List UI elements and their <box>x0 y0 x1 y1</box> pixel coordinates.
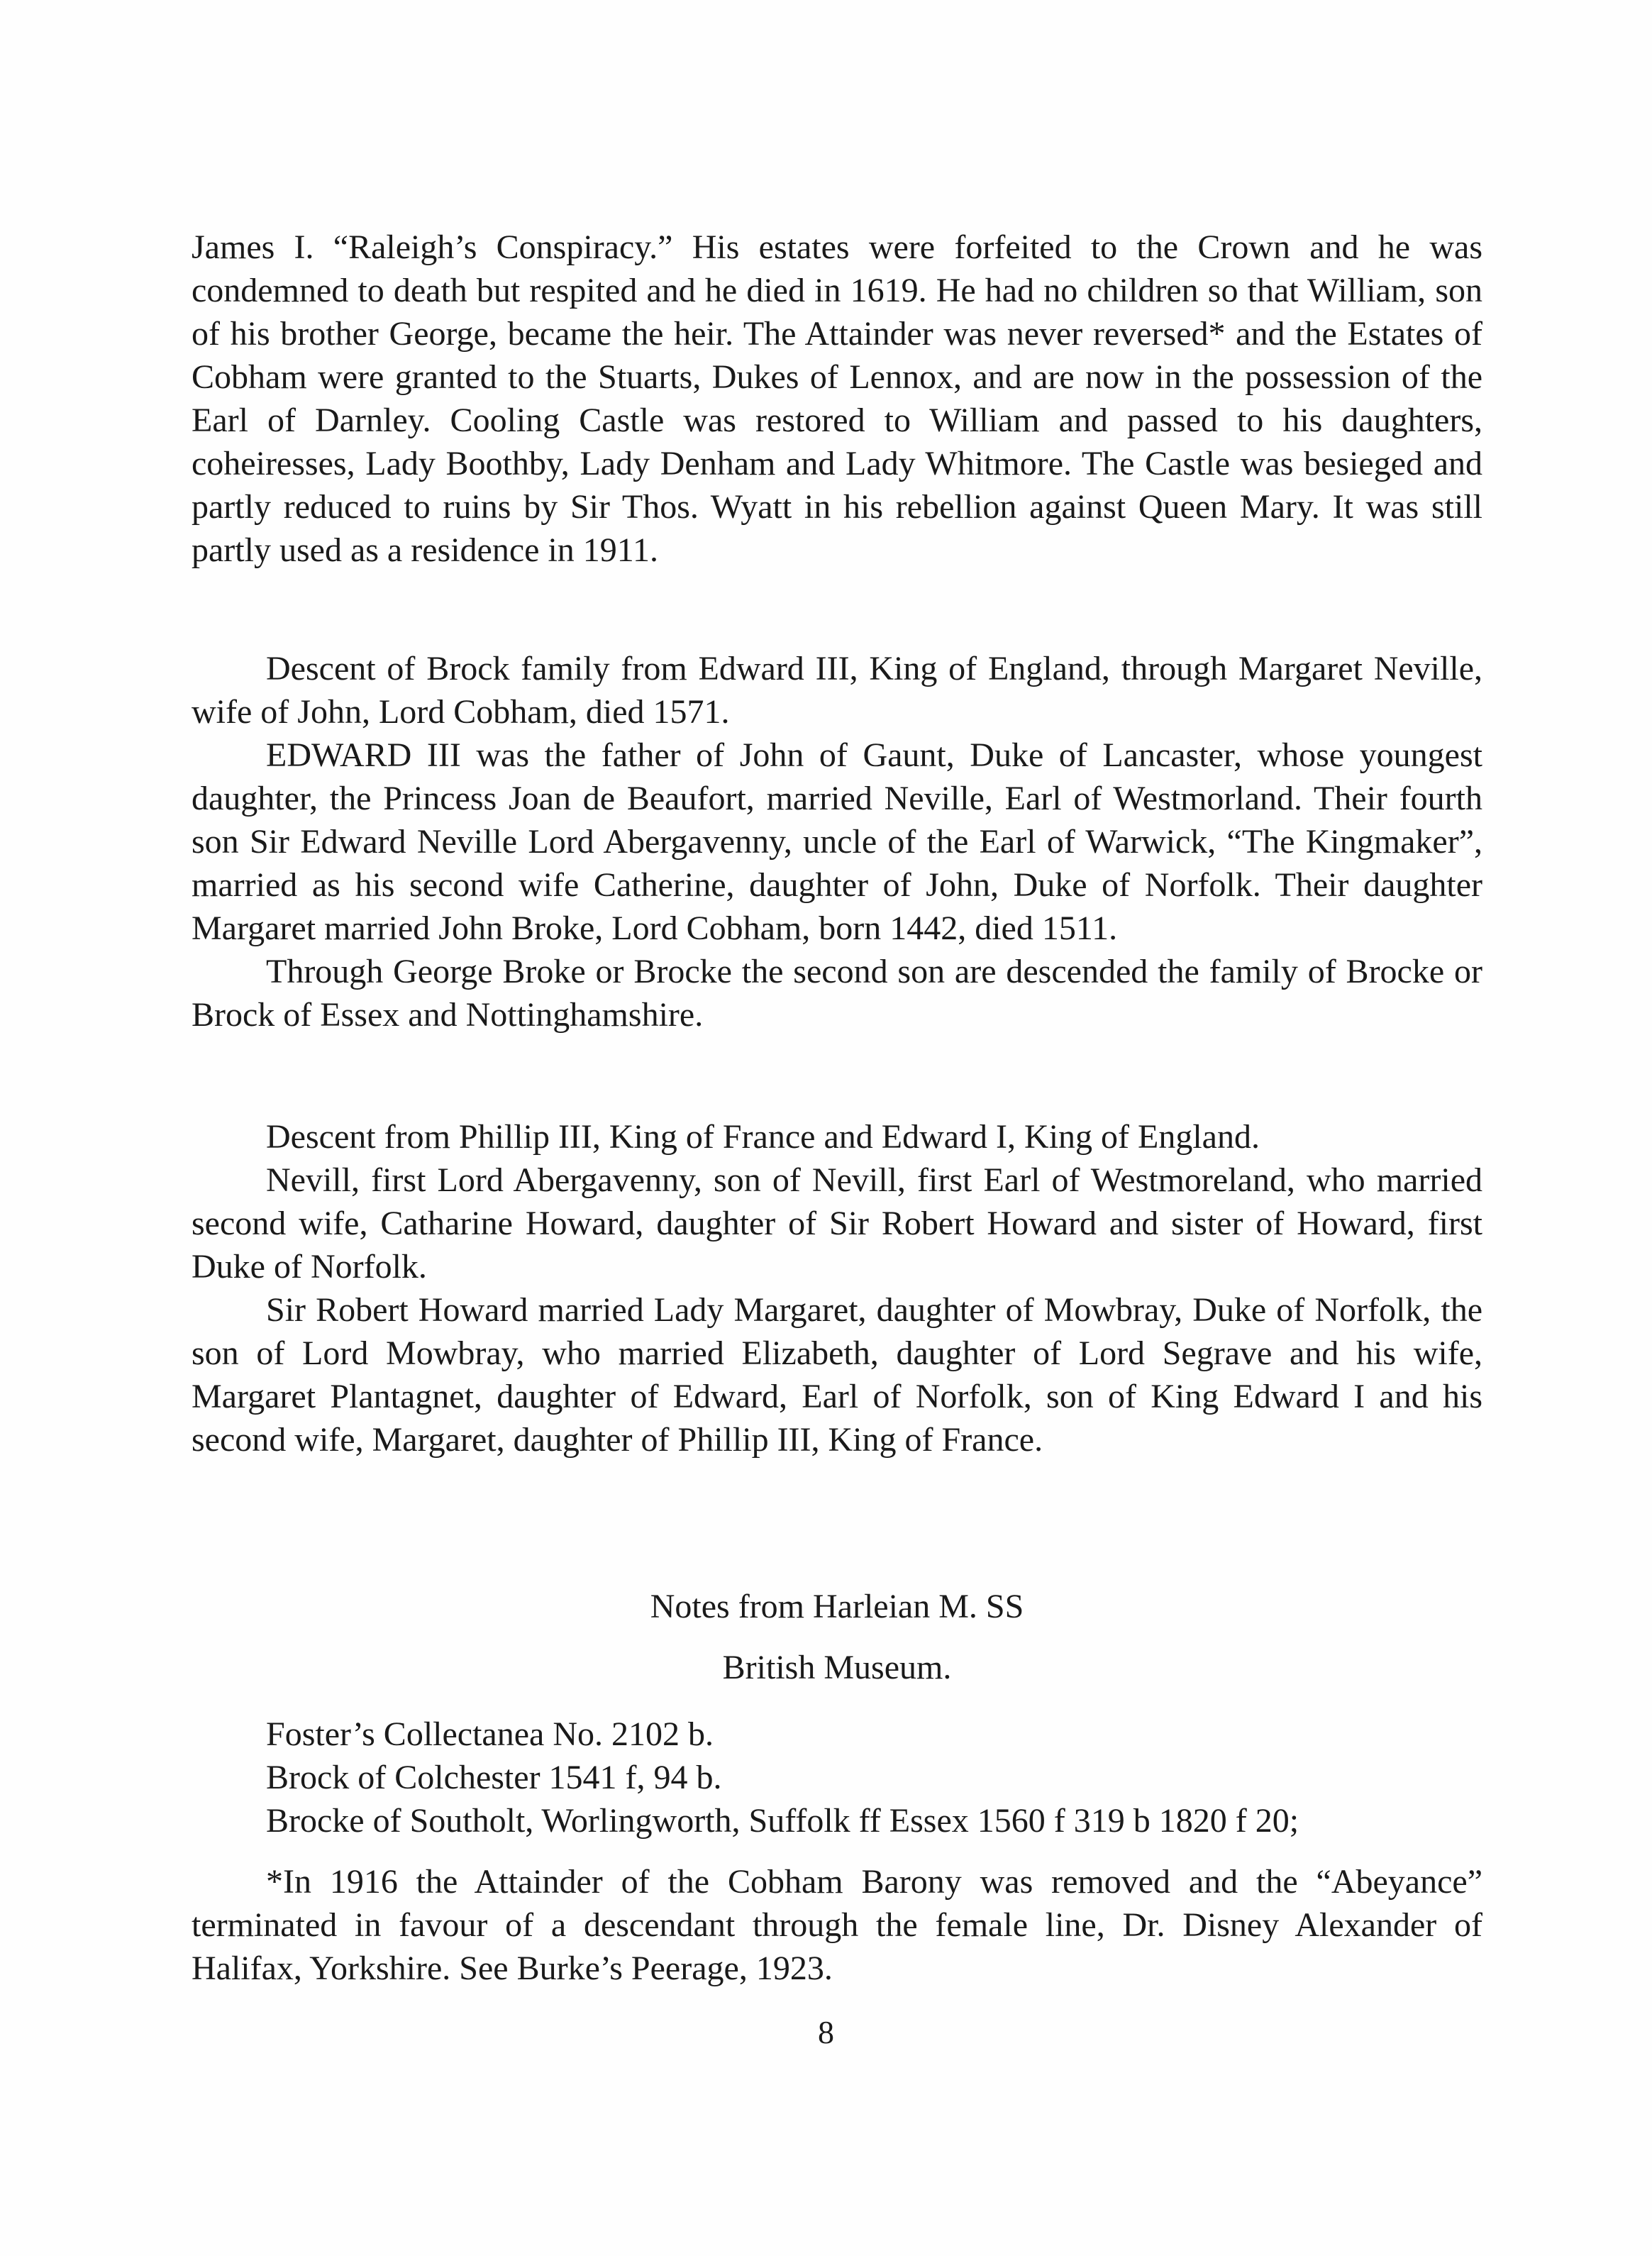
edward-descent-brocke: Through George Broke or Brocke the second son are descended the family of Brocke or Brock of Essex and Nottinghamshire. <box>192 953 1482 1034</box>
opening-paragraph-block <box>192 226 1482 572</box>
edward-descent-body: EDWARD III was the father of John of Gaunt, Duke of Lancaster, whose youngest daughter, the Princess Joan de Beaufort, married Neville, Earl of Westmorland. Their fourth son Sir Edward Neville Lord Abergavenny, uncle of the Earl of Warwick, “The Kingmaker”, married as his second wife Catherine, daughter of John, Duke of Norfolk. Their daughter Margaret married John Broke, Lord Cobham, born 1442, died 1511. <box>192 736 1482 947</box>
edward-descent-intro: Descent of Brock family from Edward III, King of England, through Margaret Neville, wife of John, Lord Cobham, died 1571. <box>192 650 1482 731</box>
notes-heading-line1: Notes from Harleian M. SS <box>650 1588 1024 1625</box>
phillip-descent-section <box>192 1115 1482 1461</box>
reference-item: Brocke of Southolt, Worlingworth, Suffolk ff Essex 1560 f 319 b 1820 f 20; <box>266 1802 1299 1840</box>
reference-item: Brock of Colchester 1541 f, 94 b. <box>266 1759 722 1796</box>
notes-heading-line2: British Museum. <box>722 1649 952 1686</box>
phillip-descent-howard: Sir Robert Howard married Lady Margaret, daughter of Mowbray, Duke of Norfolk, the son of Lord Mowbray, who married Elizabeth, daughter of Lord Segrave and his wife, Margaret Plantagnet, daughter of Edward, Earl of Norfolk, son of King Edward I and his second wife, Margaret, daughter of Phillip III, King of France. <box>192 1291 1482 1459</box>
edward-descent-section <box>192 647 1482 1036</box>
phillip-descent-nevill: Nevill, first Lord Abergavenny, son of Nevill, first Earl of Westmoreland, who married second wife, Catharine Howard, daughter of Sir Robert Howard and sister of Howard, first Duke of Norfolk. <box>192 1161 1482 1285</box>
page-number: 8 <box>818 2014 834 2050</box>
reference-list <box>266 1713 1482 1842</box>
phillip-descent-intro: Descent from Phillip III, King of France and Edward I, King of England. <box>266 1118 1260 1156</box>
attainder-footnote: *In 1916 the Attainder of the Cobham Barony was removed and the “Abeyance” terminated in favour of a descendant through the female line, Dr. Disney Alexander of Halifax, Yorkshire. See Burke’s Peerage, 1923. <box>192 1863 1482 1987</box>
reference-item: Foster’s Collectanea No. 2102 b. <box>266 1715 714 1753</box>
opening-paragraph: James I. “Raleigh’s Conspiracy.” His estates were forfeited to the Crown and he was condemned to death but respited and he died in 1619. He had no children so that William, son of his brother George, became the heir. The Attainder was never reversed* and the Estates of Cobham were granted to the Stuarts, Dukes of Lennox, and are now in the possession of the Earl of Darnley. Cooling Castle was restored to William and passed to his daughters, coheiresses, Lady Boothby, Lady Denham and Lady Whitmore. The Castle was besieged and partly reduced to ruins by Sir Thos. Wyatt in his rebellion against Queen Mary. It was still partly used as a residence in 1911. <box>192 228 1482 569</box>
